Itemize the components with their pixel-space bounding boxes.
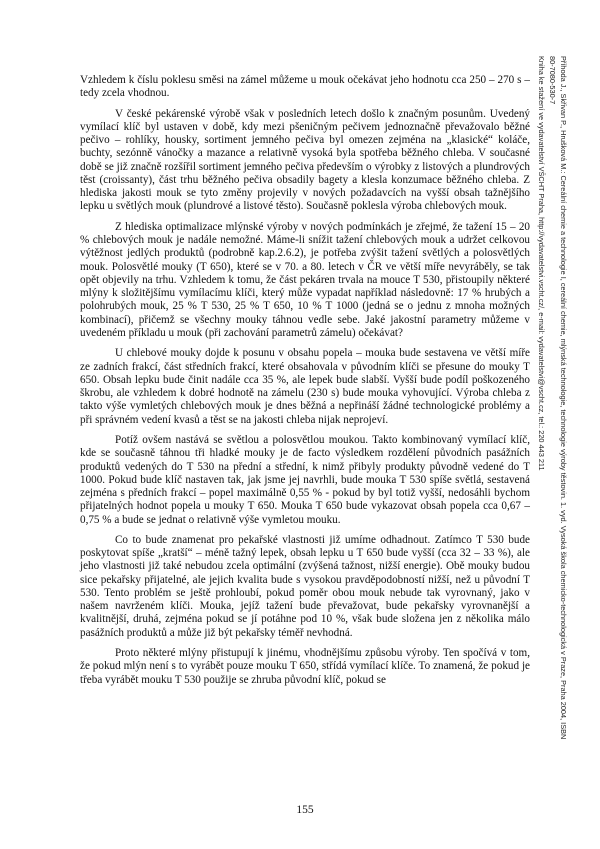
side-note-line: Příhoda J., Skřivan P., Hrušková M.: Cereální chemie a technologie I, cereální chemie, mlýnská technologie, technologie výroby těstovin. 1. vyd. Vysoká škola chemicko-technologická v Praze, Praha 2004, ISBN [559,56,568,740]
paragraph: Vzhledem k číslu poklesu směsi na zámel můžeme u mouk očekávat jeho hodnotu cca 250 – 270 s – tedy zcela vhodnou. [80,74,530,100]
paragraph: Potíž ovšem nastává se světlou a polosvětlou moukou. Takto kombinovaný vymílací klíč, kde se současně táhnou tři hladké mouky je de facto výsledkem rozdělení původních pasážních produktů vedených do T 530 na přední a střední, k nimž přibyly produkty původně vedené do T 1000. Pokud bude klíč nastaven tak, jak jsme jej navrhli, bude mouka T 530 spíše světlá, sestavená zejména s předních frakcí – popel maximálně 0,55 % - pokud by byl totiž vyšší, nedosáhli bychom přijatelných hodnot popela u mouky T 650. Mouka T 650 bude vykazovat obsah popela cca 0,67 – 0,75 % a bude se jednat o relativně výše vymletou mouku. [80,434,530,526]
paragraph: Z hlediska optimalizace mlýnské výroby v nových podmínkách je zřejmé, že tažení 15 – 20 % chlebových mouk je nadále nemožné. Máme-li snížit tažení chlebových mouk a udržet celkovou výtěžnost jedlých produktů (podrobně kap.2.6.2), je potřeba zvýšit tažení světlých a polosvětlých mouk. Polosvětlé mouky (T 650), které se v 70. a 80. letech v ČR ve větší míře nevyráběly, se tak opět objevily na trhu. Vzhledem k tomu, že část pekáren trvala na mouce T 530, přistoupily některé mlýny k složitějšímu vymílacímu klíči, který může vypadat například následovně: 17 % hrubých a polohrubých mouk, 25 % T 530, 25 % T 650, 10 % T 1000 (jedná se o jednu z mnoha možných kombinací), přičemž se všechny mouky táhnou vedle sebe. Jaké jakostní parametry můžeme v uvedeném příkladu u mouk (při zachování parametrů zámelu) očekávat? [80,220,530,339]
paragraph: V české pekárenské výrobě však v posledních letech došlo k značným posunům. Uvedený vymílací klíč byl ustaven v době, kdy mezi pšeničným pečivem jednoznačně převažovalo běžné pečivo – rohlíky, housky, sortiment jemného pečiva byl omezen zejména na „klasické“ koláče, buchty, sezónně vánočky a mazance a relativně vysoká byla spotřeba běžného chleba. V současné době se již značně rozšířil sortiment jemného pečiva především o výrobky z listových a plundrových těst (croissanty), část trhu běžného pečiva obsadily bagety a klesla konzumace běžného chleba. Z hlediska jakosti mouk se tyto změny projevily v nových požadavcích na vyšší obsah tažnějšího lepku u světlých mouk (plundrové a listové těsto). Současně poklesla výroba chlebových mouk. [80,107,530,213]
side-note-line: 80-7080-530-7 [547,56,557,105]
paragraph: U chlebové mouky dojde k posunu v obsahu popela – mouka bude sestavena ve větší míře ze zadních frakcí, část středních frakcí, které obsahovala v původním klíči se přesune do mouky T 650. Obsah lepku bude činit nadále cca 35 %, ale lepek bude slabší. Vyšší bude podíl poškozeného škrobu, ale vzhledem k dobré hodnotě na zámelu (230 s) bude mouka vyhovující. Výroba chleba z takto výše vymletých chlebových mouk je dnes běžná a nepřináší žádné technologické problémy a při správném vedení kvasů a těst se na jakosti chleba nijak neprojeví. [80,347,530,426]
paragraph: Proto některé mlýny přistupují k jinému, vhodnějšímu způsobu výroby. Ten spočívá v tom, že pokud mlýn není s to vyrábět pouze mouku T 650, střídá vymílací klíče. To znamená, že pokud je třeba vyrábět mouku T 530 použije se zhruba původní klíč, pokud se [80,647,530,686]
side-note-line: Kniha ke stažení ve vydavatelství VŠCHT Praha, http://vydavatelstvi.vscht.cz/, e-mail: vydavatelstvi@vscht.cz, tel.: 220 443 211 [536,56,546,471]
paragraph: Co to bude znamenat pro pekařské vlastnosti již umíme odhadnout. Zatímco T 530 bude poskytovat spíše „kratší“ – méně tažný lepek, obsah lepku u T 650 bude vyšší (cca 32 – 33 %), ale jeho vlastnosti již také nebudou zcela optimální (zvýšená tažnost, nižší energie). Obě mouky budou sice pekařsky přijatelné, ale jejich kvalita bude s vysokou pravděpodobností nižší, než u původní T 530. Tento problém se ještě prohloubí, pokud poměr obou mouk nebude tak vyrovnaný, jako v našem navrženém klíči. Mouka, jejíž tažení bude převažovat, bude pekařsky vyrovnanější a kvalitnější, druhá, zejména pokud se jí potáhne pod 10 %, však bude složena jen z několika málo pasážních produktů a může již být pekařsky téměř nevhodná. [80,533,530,639]
side-note [533,56,569,786]
page-number: 155 [296,804,314,816]
body-text [80,74,530,687]
